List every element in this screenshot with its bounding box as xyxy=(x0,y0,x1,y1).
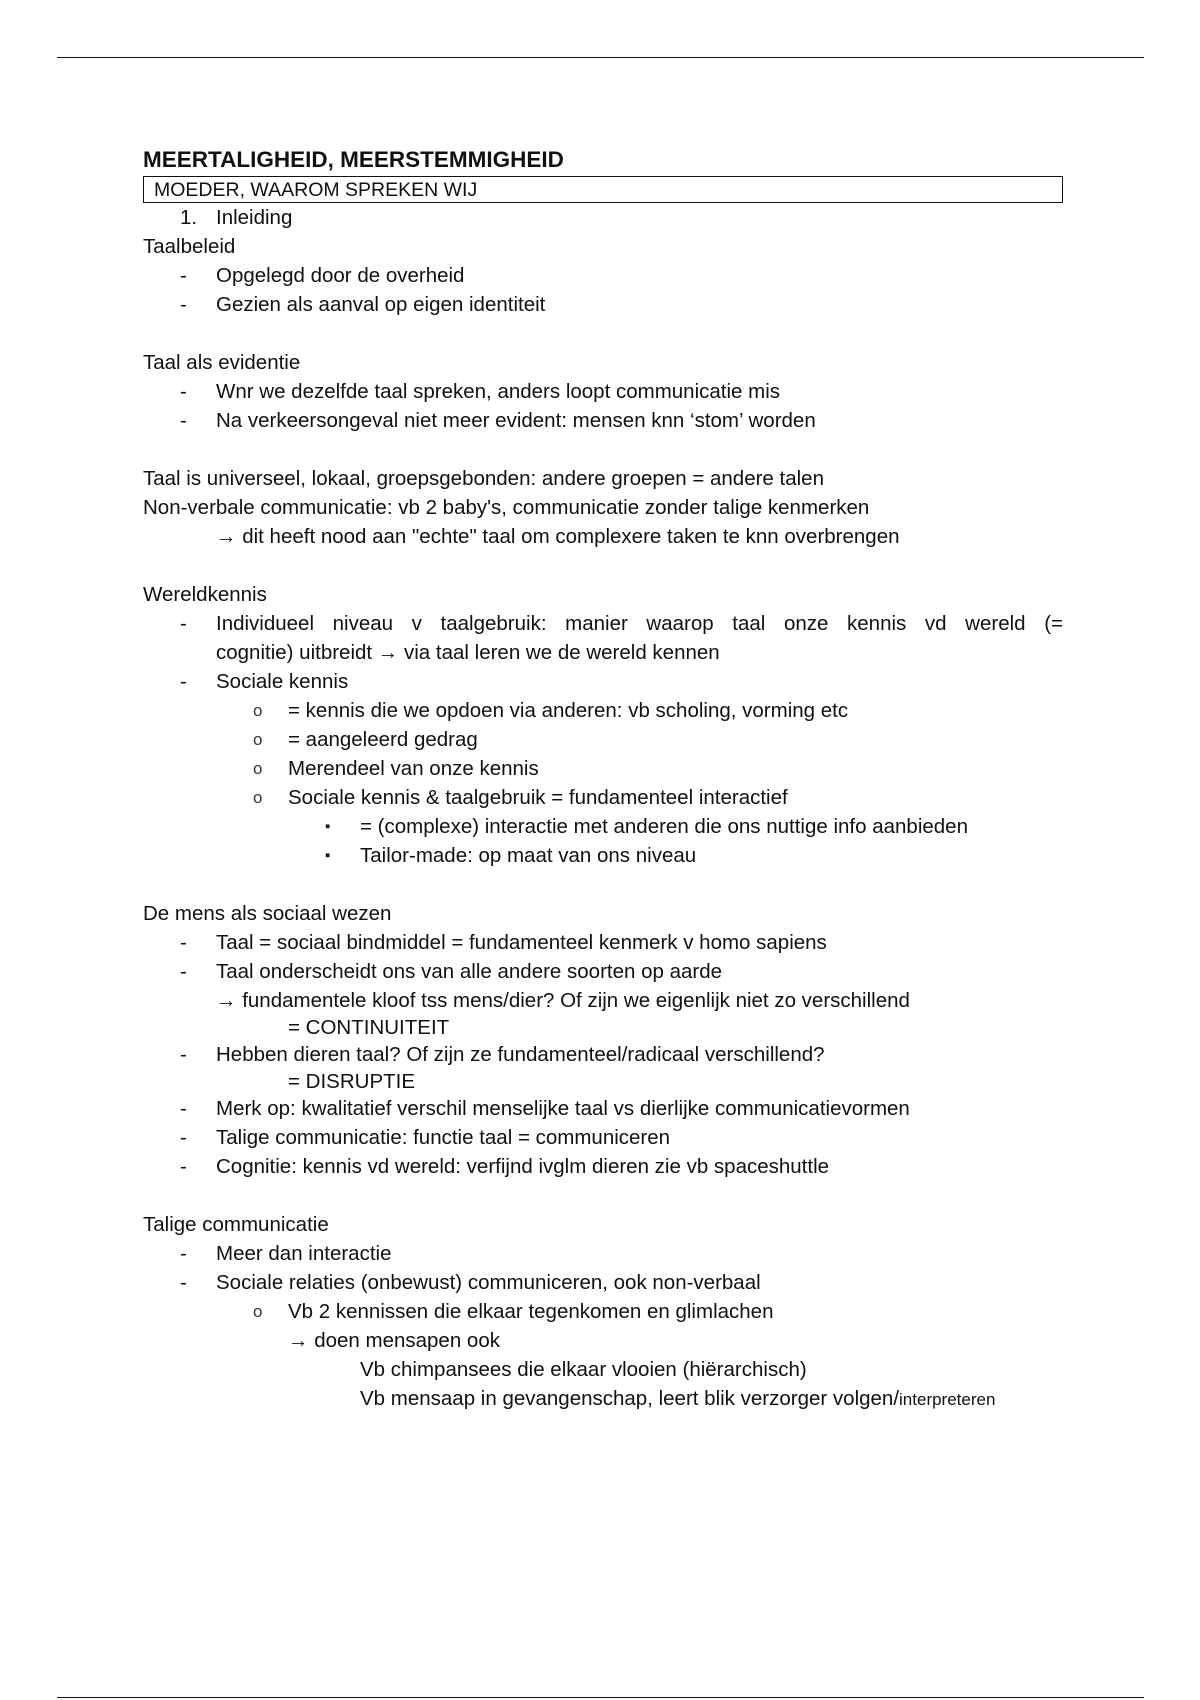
list-item xyxy=(143,261,1063,290)
section-heading-evidentie: Taal als evidentie xyxy=(143,351,301,374)
dash-bullet: - xyxy=(180,1126,187,1149)
dash-bullet: - xyxy=(180,293,187,316)
example-line: Vb chimpansees die elkaar vlooien (hiërarchisch) xyxy=(360,1358,807,1381)
sub-list-item: o = kennis die we opdoen via anderen: vb scholing, vorming etc xyxy=(143,696,1063,725)
list-item xyxy=(143,290,1063,319)
dash-bullet: - xyxy=(180,1155,187,1178)
top-rule xyxy=(57,57,1144,58)
section-heading-taalbeleid: Taalbeleid xyxy=(143,235,236,258)
number-marker: 1. xyxy=(180,206,198,229)
list-item: - Taal = sociaal bindmiddel = fundamenteel kenmerk v homo sapiens xyxy=(143,928,1063,957)
list-item-text: Sociale kennis xyxy=(216,670,349,693)
sub-list-item: o = aangeleerd gedrag xyxy=(143,725,1063,754)
circle-bullet: o xyxy=(253,701,263,720)
section-heading-talige-communicatie: Talige communicatie xyxy=(143,1213,329,1236)
list-item xyxy=(143,377,1063,406)
numbered-text: Inleiding xyxy=(216,206,293,229)
example-text-small: interpreteren xyxy=(899,1390,996,1409)
section-heading-sociaal-wezen: De mens als sociaal wezen xyxy=(143,902,392,925)
list-item: - Merk op: kwalitatief verschil menselijke taal vs dierlijke communicatievormen xyxy=(143,1094,1063,1123)
note-line: = DISRUPTIE xyxy=(288,1070,416,1093)
paragraph-line: Non-verbale communicatie: vb 2 baby's, communicatie zonder talige kenmerken xyxy=(143,496,870,519)
dash-bullet: - xyxy=(180,1242,187,1265)
list-item-text: Opgelegd door de overheid xyxy=(216,264,465,287)
sub-list-item: o Merendeel van onze kennis xyxy=(143,754,1063,783)
boxed-heading: MOEDER, WAAROM SPREKEN WIJ xyxy=(143,176,1063,203)
dash-bullet: - xyxy=(180,960,187,983)
circle-bullet: o xyxy=(253,759,263,778)
list-item: - Hebben dieren taal? Of zijn ze fundamenteel/radicaal verschillend? xyxy=(143,1040,1063,1069)
page-title: MEERTALIGHEID, MEERSTEMMIGHEID xyxy=(143,147,564,172)
list-item-text: Wnr we dezelfde taal spreken, anders loopt communicatie mis xyxy=(216,380,781,403)
square-bullet: ▪ xyxy=(325,818,331,835)
circle-bullet: o xyxy=(253,1302,263,1321)
sub-sub-list-item: ▪ Tailor-made: op maat van ons niveau xyxy=(143,841,1063,870)
dash-bullet: - xyxy=(180,1097,187,1120)
arrow-line: → fundamentele kloof tss mens/dier? Of zijn we eigenlijk niet zo verschillend xyxy=(216,989,910,1012)
dash-bullet: - xyxy=(180,670,187,693)
dash-bullet: - xyxy=(180,264,187,287)
dash-bullet: - xyxy=(180,1271,187,1294)
list-item xyxy=(143,609,1063,638)
bottom-rule xyxy=(57,1697,1144,1698)
circle-bullet: o xyxy=(253,788,263,807)
paragraph-line: Taal is universeel, lokaal, groepsgebonden: andere groepen = andere talen xyxy=(143,467,824,490)
sub-list-item: o Vb 2 kennissen die elkaar tegenkomen en glimlachen xyxy=(143,1297,1063,1326)
circle-bullet: o xyxy=(253,730,263,749)
example-text: Vb mensaap in gevangenschap, leert blik verzorger volgen/ xyxy=(360,1387,900,1410)
list-item: - Cognitie: kennis vd wereld: verfijnd ivglm dieren zie vb spaceshuttle xyxy=(143,1152,1063,1181)
sub-sub-list-item: ▪ = (complexe) interactie met anderen die ons nuttige info aanbieden xyxy=(143,812,1063,841)
note-line: = CONTINUITEIT xyxy=(288,1016,450,1039)
arrow-line: → doen mensapen ook xyxy=(288,1329,500,1352)
example-line xyxy=(143,1384,1063,1413)
numbered-item xyxy=(143,203,1063,232)
dash-bullet: - xyxy=(180,612,187,635)
square-bullet: ▪ xyxy=(325,847,331,864)
section-heading-wereldkennis: Wereldkennis xyxy=(143,583,267,606)
list-item-continuation: cognitie) uitbreidt → via taal leren we de wereld kennen xyxy=(216,641,720,664)
dash-bullet: - xyxy=(180,380,187,403)
list-item xyxy=(143,667,1063,696)
dash-bullet: - xyxy=(180,931,187,954)
document-body xyxy=(143,145,1063,1413)
dash-bullet: - xyxy=(180,1043,187,1066)
list-item: - Taal onderscheidt ons van alle andere soorten op aarde xyxy=(143,957,1063,986)
list-item: - Meer dan interactie xyxy=(143,1239,1063,1268)
list-item xyxy=(143,406,1063,435)
dash-bullet: - xyxy=(180,409,187,432)
arrow-line: → dit heeft nood aan "echte" taal om complexere taken te knn overbrengen xyxy=(216,525,900,548)
list-item-text: Gezien als aanval op eigen identiteit xyxy=(216,293,546,316)
list-item: - Sociale relaties (onbewust) communiceren, ook non-verbaal xyxy=(143,1268,1063,1297)
list-item-text: Individueel niveau v taalgebruik: manier waarop taal onze kennis vd wereld (= xyxy=(216,612,1063,635)
list-item-text: Na verkeersongeval niet meer evident: mensen knn ‘stom’ worden xyxy=(216,409,816,432)
sub-list-item: o Sociale kennis & taalgebruik = fundamenteel interactief xyxy=(143,783,1063,812)
list-item: - Talige communicatie: functie taal = communiceren xyxy=(143,1123,1063,1152)
